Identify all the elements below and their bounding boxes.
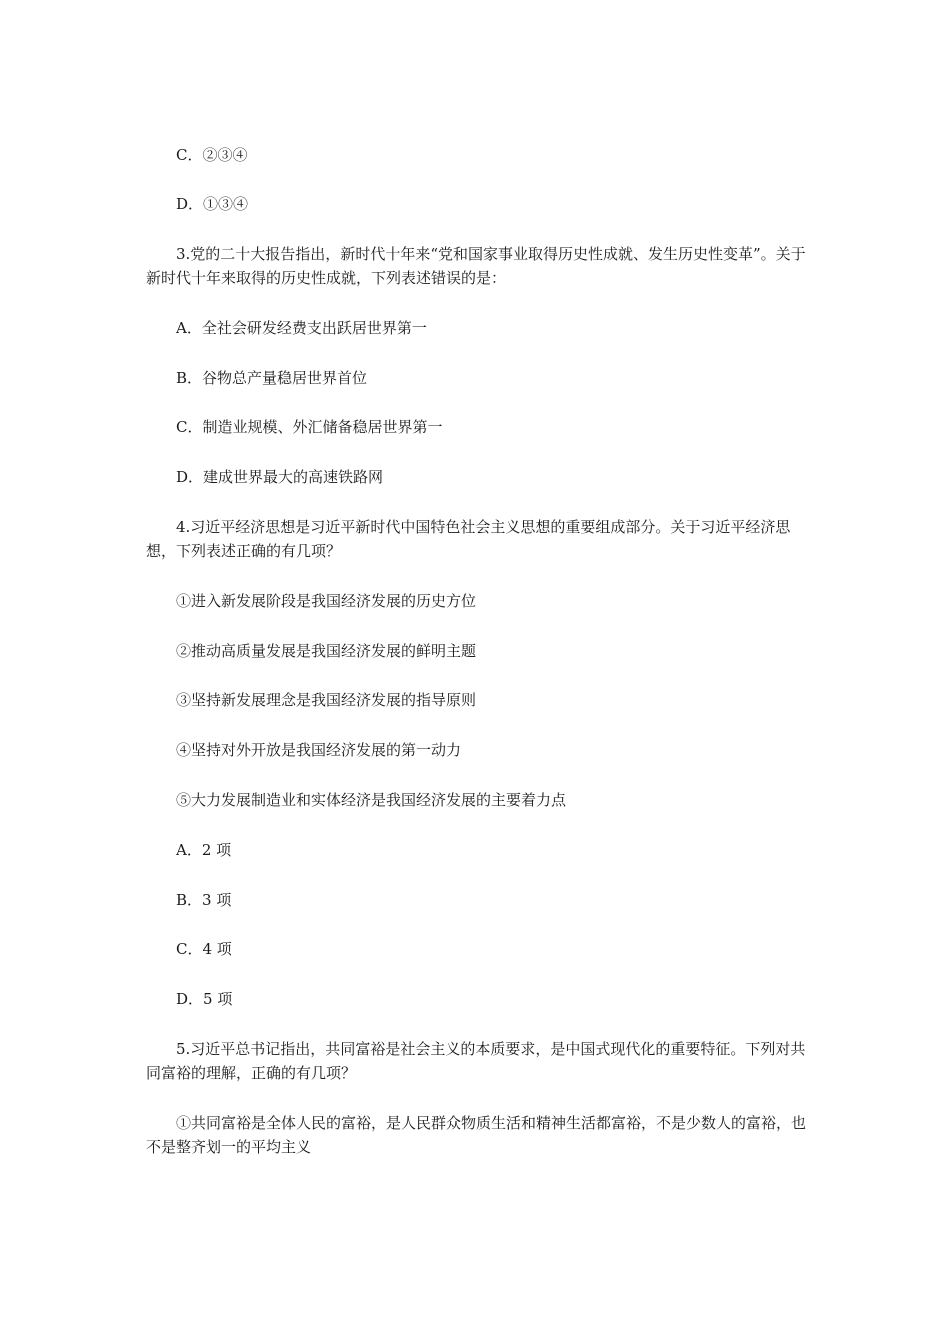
- q3-option-a: A．全社会研发经费支出跃居世界第一: [176, 319, 427, 337]
- q4-statement-4: ④坚持对外开放是我国经济发展的第一动力: [176, 741, 462, 759]
- q3-option-d: D．建成世界最大的高速铁路网: [176, 468, 384, 486]
- q2-option-c: C．②③④: [176, 146, 248, 164]
- q4-option-b: B．3 项: [176, 891, 232, 909]
- q4-option-d: D．5 项: [176, 990, 233, 1008]
- q4-statement-2: ②推动高质量发展是我国经济发展的鲜明主题: [176, 642, 477, 660]
- q4-option-c: C．4 项: [176, 940, 232, 958]
- q3-stem: 3.党的二十大报告指出，新时代十年来“党和国家事业取得历史性成就、发生历史性变革”。关于新时代十年来取得的历史性成就，下列表述错误的是：: [146, 245, 806, 287]
- q4-statement-1: ①进入新发展阶段是我国经济发展的历史方位: [176, 592, 477, 610]
- q4-statement-3: ③坚持新发展理念是我国经济发展的指导原则: [176, 691, 477, 709]
- q4-option-a: A．2 项: [176, 841, 232, 859]
- q4-statement-5: ⑤大力发展制造业和实体经济是我国经济发展的主要着力点: [176, 791, 567, 809]
- q3-option-b: B．谷物总产量稳居世界首位: [176, 369, 368, 387]
- q5-statement-1: ①共同富裕是全体人民的富裕，是人民群众物质生活和精神生活都富裕，不是少数人的富裕，也不是整齐划一的平均主义: [146, 1114, 807, 1156]
- q3-option-c: C．制造业规模、外汇储备稳居世界第一: [176, 418, 443, 436]
- q4-stem: 4.习近平经济思想是习近平新时代中国特色社会主义思想的重要组成部分。关于习近平经济思想，下列表述正确的有几项？: [146, 518, 791, 560]
- q5-stem: 5.习近平总书记指出，共同富裕是社会主义的本质要求，是中国式现代化的重要特征。下列对共同富裕的理解，正确的有几项？: [146, 1040, 806, 1082]
- q2-option-d: D．①③④: [176, 195, 249, 213]
